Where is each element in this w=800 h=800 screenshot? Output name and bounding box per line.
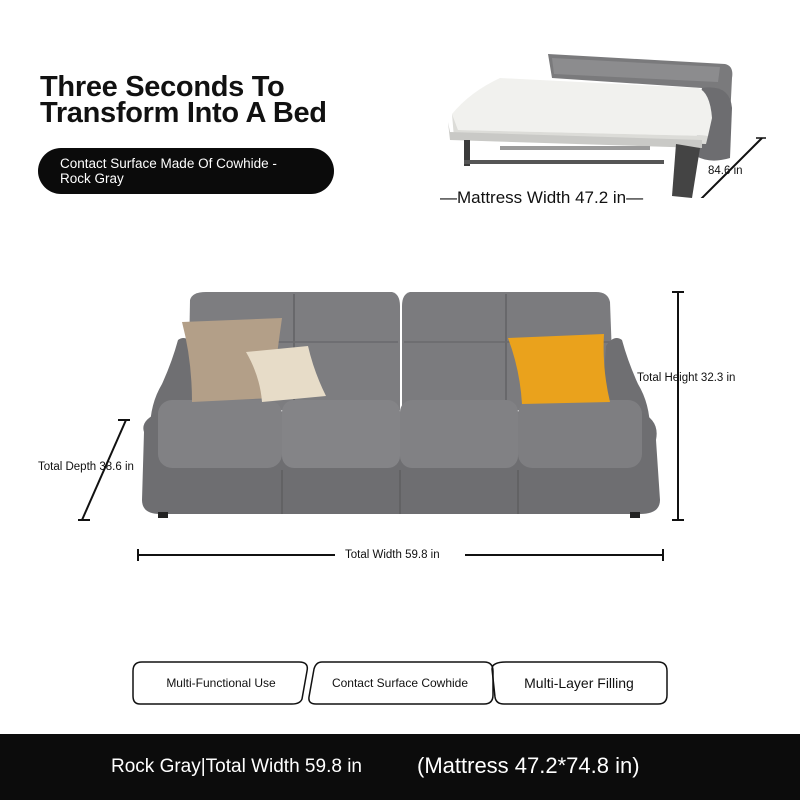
footer-color-width: Rock Gray|Total Width 59.8 in xyxy=(111,756,362,777)
headline-line-1: Three Seconds To xyxy=(40,71,285,103)
total-height-label: Total Height 32.3 in xyxy=(637,372,736,384)
total-depth-label: Total Depth 38.6 in xyxy=(38,461,134,473)
feature-label: Contact Surface Cowhide xyxy=(331,676,469,690)
feature-tag-filling xyxy=(490,661,668,705)
footer-mattress-size: (Mattress 47.2*74.8 in) xyxy=(417,753,640,778)
feature-tag-multi-functional xyxy=(132,661,310,705)
feature-label: Multi-Functional Use xyxy=(166,676,276,690)
footer-bar xyxy=(0,734,800,800)
total-width-label: Total Width 59.8 in xyxy=(345,549,440,561)
feature-label: Multi-Layer Filling xyxy=(524,675,634,691)
material-line-1: Contact Surface Made Of Cowhide - xyxy=(60,156,277,171)
bed-length-label: 84.6 in xyxy=(708,165,743,177)
mattress-width-label: —Mattress Width 47.2 in— xyxy=(440,188,644,207)
feature-tag-cowhide xyxy=(306,661,494,705)
material-line-2: Rock Gray xyxy=(60,171,124,186)
headline-line-2: Transform Into A Bed xyxy=(40,97,327,129)
